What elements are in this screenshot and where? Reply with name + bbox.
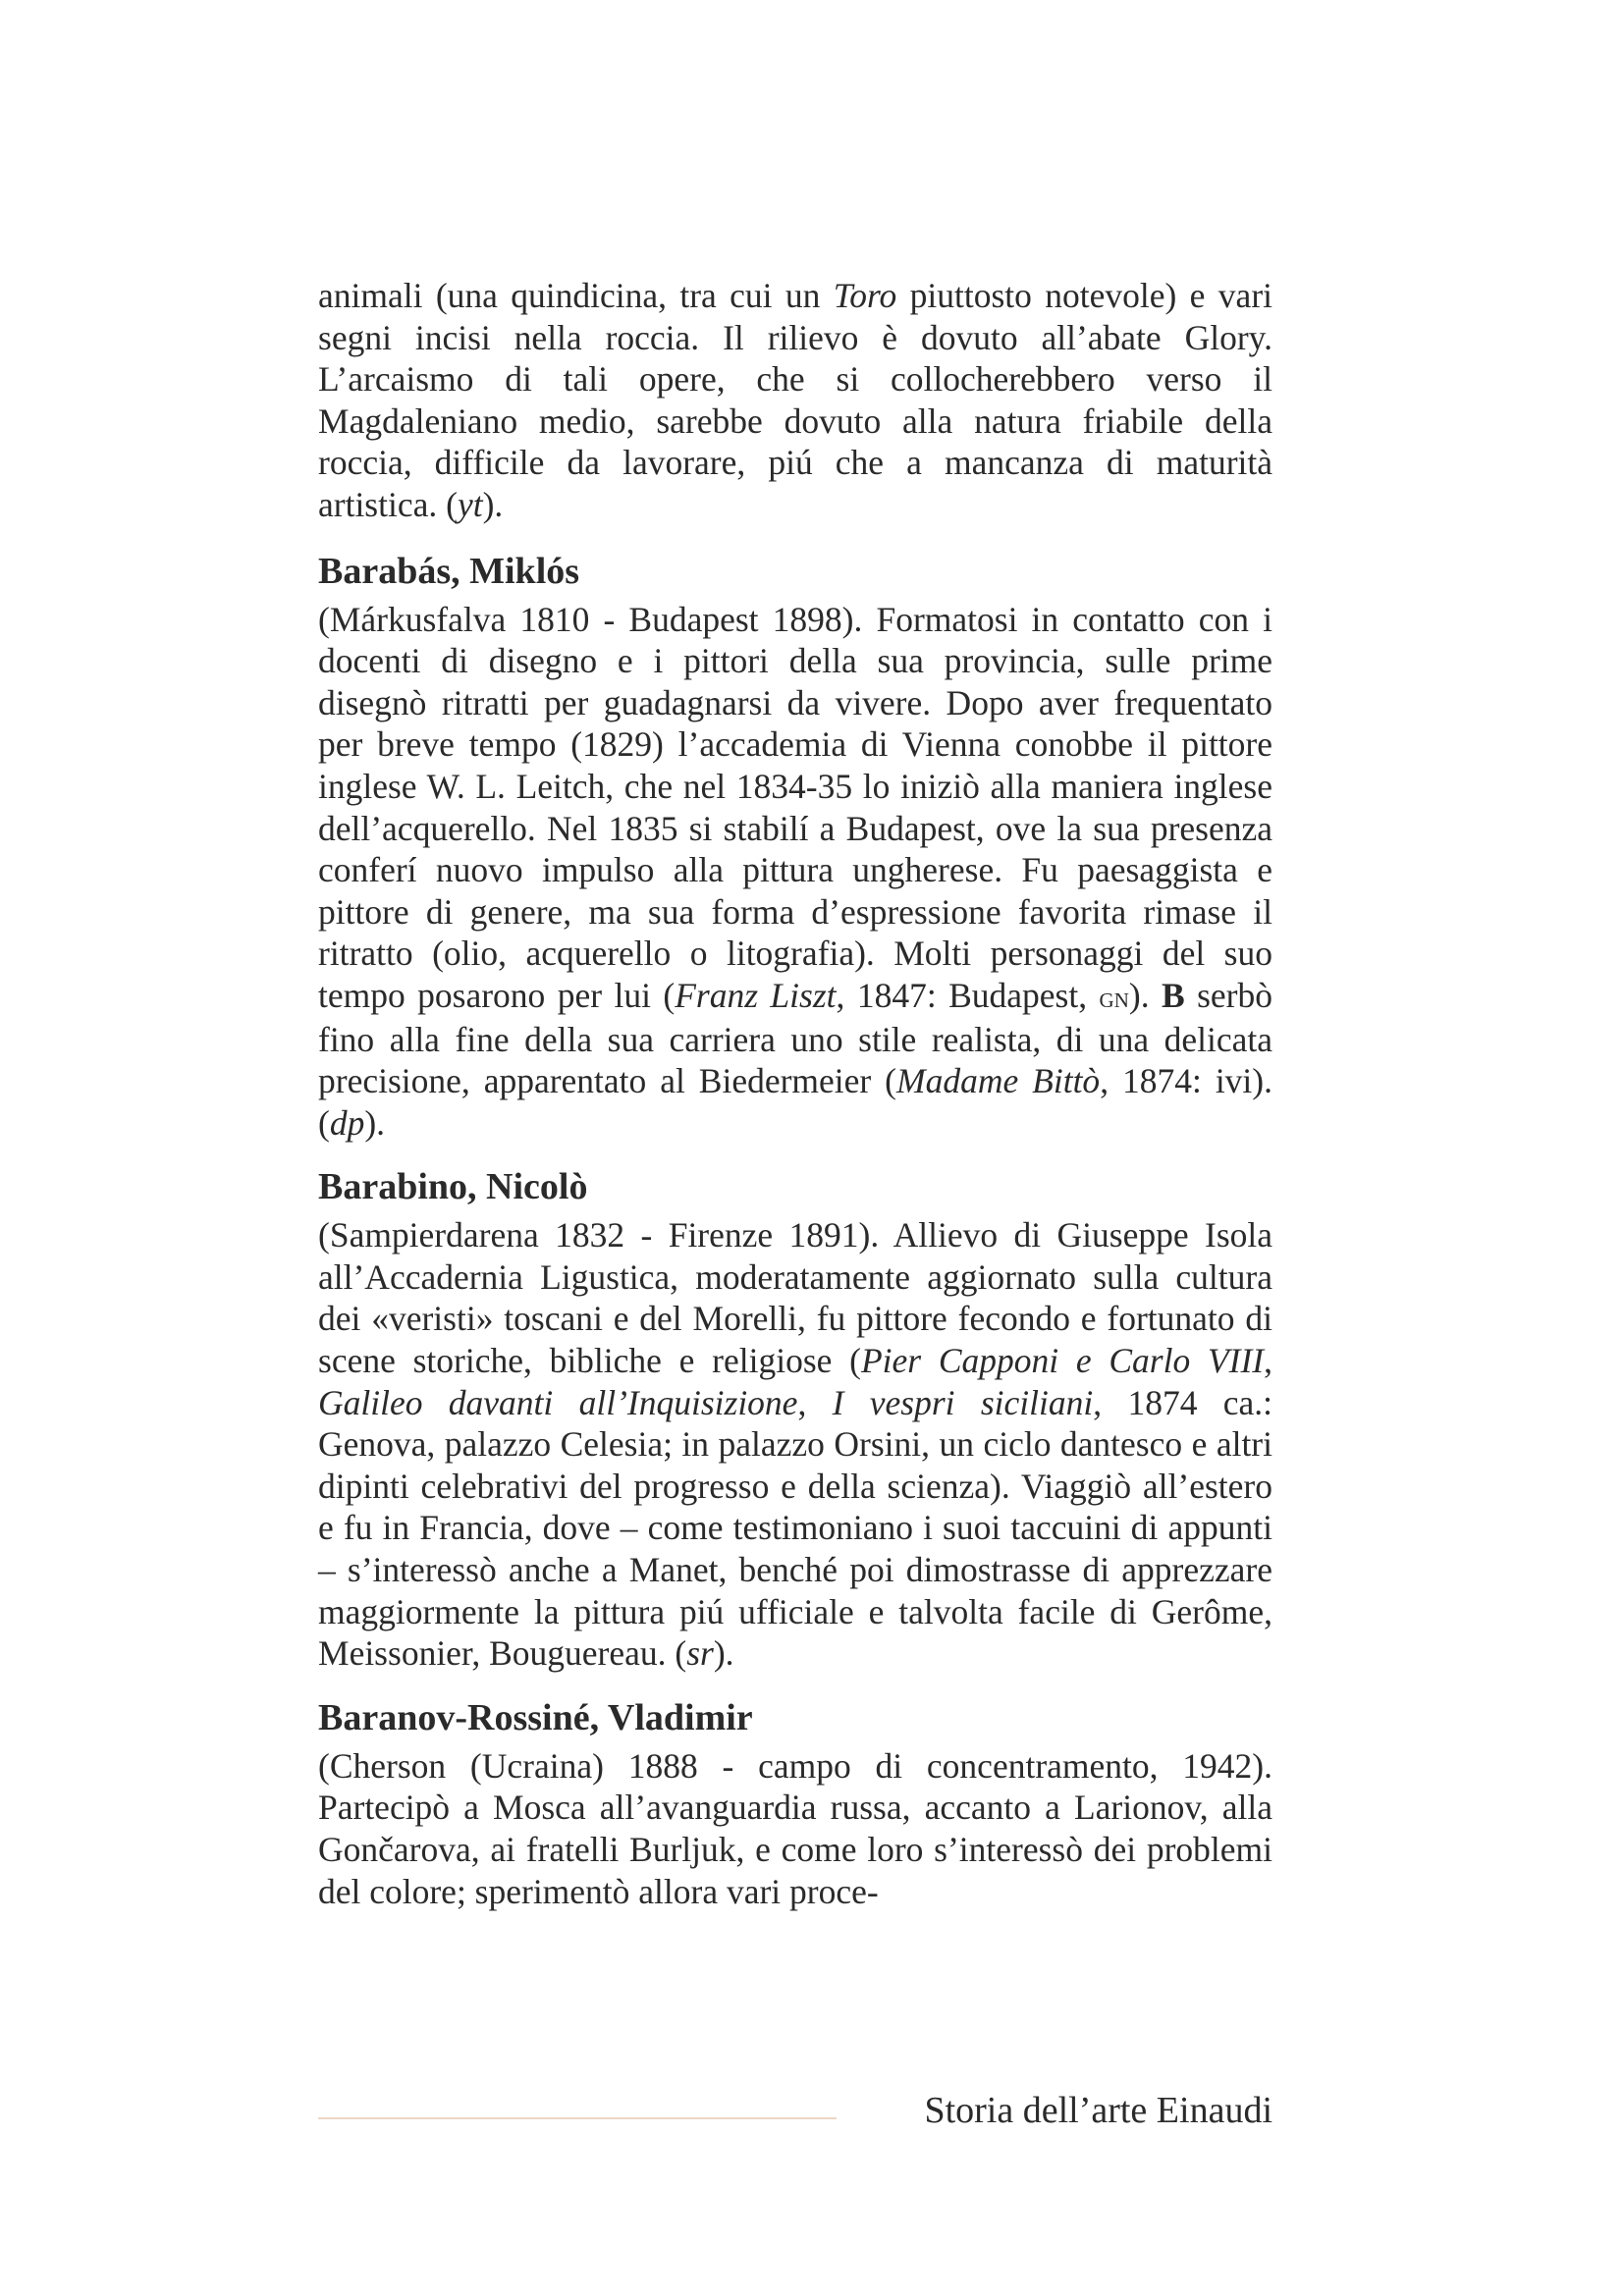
artwork-title: Toro bbox=[833, 276, 897, 315]
entry-title-barabas: Barabás, Miklós bbox=[318, 550, 580, 592]
entry-body-barabino bbox=[318, 1214, 1272, 1675]
entry-body-barabas bbox=[318, 599, 1272, 1145]
text-run: , bbox=[1264, 1341, 1272, 1381]
page-footer bbox=[318, 2081, 1272, 2140]
artwork-title: Pier Capponi e Carlo VIII bbox=[860, 1341, 1265, 1381]
text-run: ). bbox=[1128, 975, 1162, 1015]
collection-abbrev: gn bbox=[1099, 980, 1129, 1014]
entry-body-baranov-rossine bbox=[318, 1745, 1272, 1912]
author-initials: dp bbox=[329, 1102, 365, 1143]
text-run: ). bbox=[482, 484, 504, 524]
text-run: (Márkusfalva 1810 - Budapest 1898). Formatosi in contatto con i docenti di disegno e i pittori della sua provincia, sulle prime disegnò ritratti per guadagnarsi da vivere. Dopo aver frequentato per breve tempo (1829) l’accademia di Vienna conobbe il pittore inglese W. L. Leitch, che nel 1834-35 lo iniziò alla maniera inglese dell’acquerello. Nel 1835 si stabilí a Budapest, ove la sua presenza conferí nuovo impulso alla pittura ungherese. Fu paesaggista e pittore di genere, ma sua forma d’espressione favorita rimase il ritratto (olio, acquerello o litografia). Molti personaggi del suo tempo posarono per lui ( bbox=[318, 599, 1272, 1015]
entry-title-barabino: Barabino, Nicolò bbox=[318, 1166, 588, 1208]
text-run: animali (una quindicina, tra cui un bbox=[318, 276, 834, 315]
text-run: piuttosto notevole) e vari segni incisi nella roccia. Il rilievo è dovuto all’abate Glory. L’arcaismo di tali opere, che si collocherebbero verso il Magdaleniano medio, sarebbe dovuto alla natura friabile della roccia, difficile da lavorare, piú che a mancanza di maturità artistica. ( bbox=[318, 276, 1272, 524]
author-initials: sr bbox=[686, 1633, 714, 1674]
artwork-title: Galileo davanti all’Inquisizione bbox=[318, 1382, 798, 1422]
artwork-title: I vespri siciliani bbox=[832, 1382, 1094, 1422]
text-run: , 1847: Budapest, bbox=[836, 975, 1100, 1015]
artwork-title: Madame Bittò bbox=[896, 1061, 1101, 1101]
text-run: serbò fino alla fine della sua carriera uno stile realista, di una delicata precisione, apparentato al Biedermeier ( bbox=[318, 975, 1272, 1101]
artwork-title: Franz Liszt bbox=[675, 975, 837, 1015]
intro-paragraph bbox=[318, 275, 1272, 526]
footer-title: Storia dell’arte Einaudi bbox=[924, 2090, 1272, 2131]
text-run: (Cherson (Ucraina) 1888 - campo di concentramento, 1942). Partecipò a Mosca all’avanguardia russa, accanto a Larionov, alla Gončarova, ai fratelli Burljuk, e come loro s’interessò dei problemi del colore; sperimentò allora vari proce- bbox=[318, 1745, 1272, 1911]
name-initial: B bbox=[1162, 975, 1185, 1015]
text-run: , bbox=[797, 1382, 833, 1422]
text-run: ). bbox=[713, 1633, 734, 1674]
footer-rule bbox=[318, 2117, 837, 2119]
text-run: , 1874 ca.: Genova, palazzo Celesia; in palazzo Orsini, un ciclo dantesco e altri dipinti celebrativi del progresso e della scienza). Viaggiò all’estero e fu in Francia, dove – come testimoniano i suoi taccuini di appunti – s’interessò anche a Manet, benché poi dimostrasse di apprezzare maggiormente la pittura piú ufficiale e talvolta facile di Gerôme, Meissonier, Bouguereau. ( bbox=[318, 1382, 1273, 1674]
text-run: (Sampierdarena 1832 - Firenze 1891). Allievo di Giuseppe Isola all’Accadernia Ligustica, moderatamente aggiornato sulla cultura dei «veristi» toscani e del Morelli, fu pittore fecondo e fortunato di scene storiche, bibliche e religiose ( bbox=[318, 1215, 1272, 1381]
text-run: , 1874: ivi). ( bbox=[318, 1061, 1272, 1143]
page-body bbox=[318, 275, 1272, 1912]
author-initials: yt bbox=[457, 484, 483, 524]
entry-title-baranov-rossine: Baranov-Rossiné, Vladimir bbox=[318, 1696, 753, 1738]
text-run: ). bbox=[364, 1102, 386, 1143]
